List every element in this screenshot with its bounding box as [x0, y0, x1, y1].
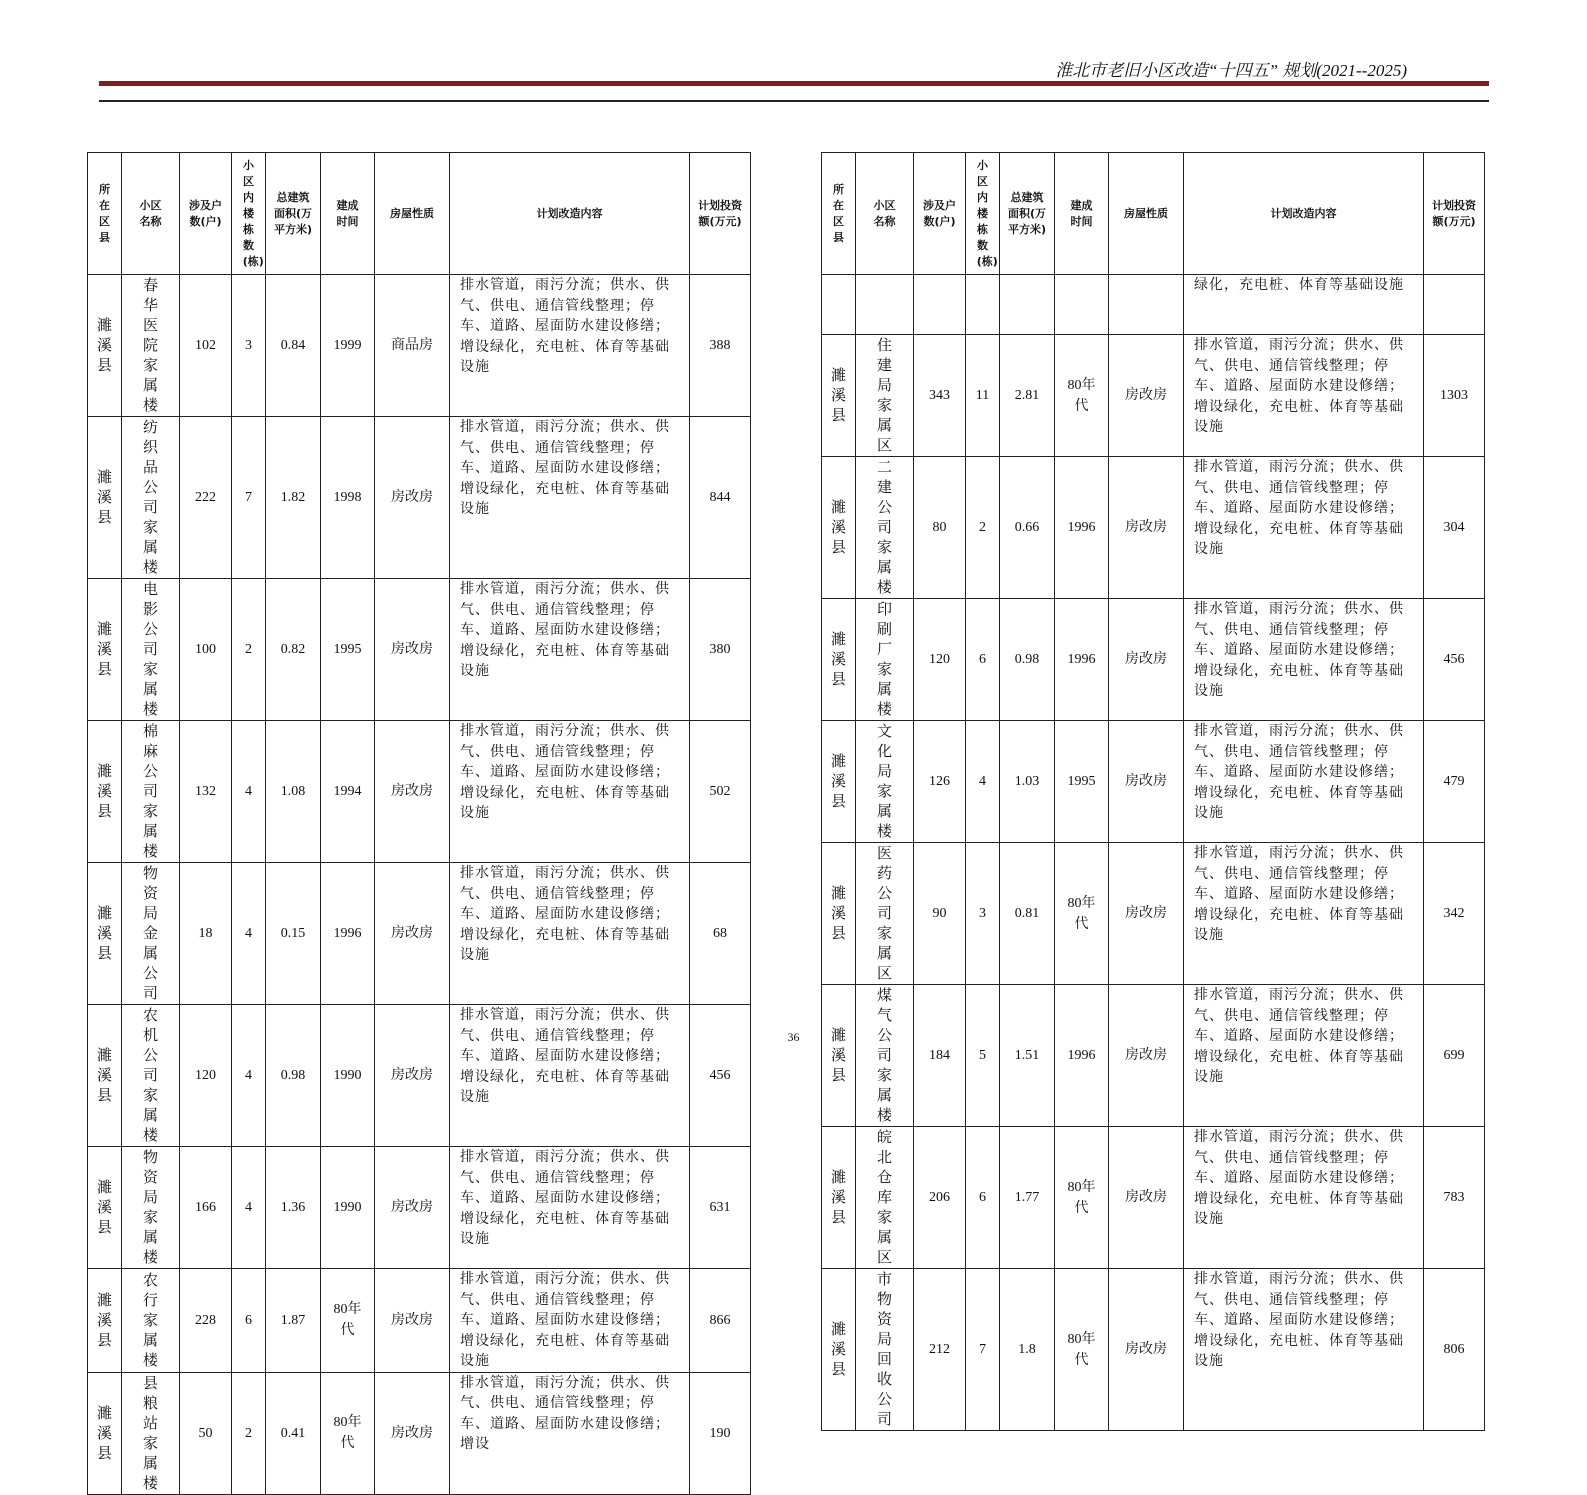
cell-year: 1995: [1055, 721, 1109, 843]
cell-investment: 502: [690, 721, 751, 863]
cell-type: 房改房: [375, 1005, 450, 1147]
table-row: [88, 721, 751, 863]
cell-year: 1998: [321, 417, 375, 579]
cell-investment: 783: [1424, 1127, 1485, 1269]
col-header-name: 小区名称: [122, 153, 180, 275]
document-header-title: 淮北市老旧小区改造“十四五” 规划(2021--2025): [1055, 61, 1407, 80]
table-row: [822, 335, 1485, 457]
cell-buildings: 4: [232, 1005, 266, 1147]
cell-buildings: 3: [232, 275, 266, 417]
cell-type: 房改房: [375, 1372, 450, 1494]
table-row: [822, 985, 1485, 1127]
cell-plan: 排水管道，雨污分流；供水、供气、供电、通信管线整理；停车、道路、屋面防水建设修缮；增设绿化，充电桩、体育等基础设施: [450, 417, 690, 579]
cell-plan: 排水管道，雨污分流；供水、供气、供电、通信管线整理；停车、道路、屋面防水建设修缮；增设: [450, 1372, 690, 1494]
cell-investment: [1424, 275, 1485, 335]
cell-households: 126: [914, 721, 966, 843]
cell-name: 住建局家属区: [856, 335, 914, 457]
cell-county: 濉溪县: [822, 721, 856, 843]
cell-area: [1000, 275, 1055, 335]
cell-year: 80年代: [1055, 335, 1109, 457]
cell-buildings: 2: [232, 1372, 266, 1494]
table-row: [88, 417, 751, 579]
table-row: [822, 457, 1485, 599]
cell-area: 1.77: [1000, 1127, 1055, 1269]
cell-households: 120: [914, 599, 966, 721]
cell-type: 房改房: [375, 1147, 450, 1269]
cell-households: 120: [180, 1005, 232, 1147]
cell-buildings: 3: [966, 843, 1000, 985]
cell-area: 0.81: [1000, 843, 1055, 985]
col-header-area: 总建筑面积(万平方米): [1000, 153, 1055, 275]
cell-county: 濉溪县: [822, 985, 856, 1127]
cell-households: 50: [180, 1372, 232, 1494]
cell-type: [1109, 275, 1184, 335]
table-row: [822, 275, 1485, 335]
col-header-type: 房屋性质: [1109, 153, 1184, 275]
cell-county: 濉溪县: [822, 599, 856, 721]
table-row: [822, 599, 1485, 721]
left-renovation-table: [87, 152, 751, 1495]
cell-county: 濉溪县: [88, 1269, 122, 1373]
cell-households: 18: [180, 863, 232, 1005]
cell-year: 1990: [321, 1005, 375, 1147]
cell-area: 0.15: [266, 863, 321, 1005]
cell-plan: 排水管道，雨污分流；供水、供气、供电、通信管线整理；停车、道路、屋面防水建设修缮；增设绿化，充电桩、体育等基础设施: [450, 1147, 690, 1269]
cell-name: [856, 275, 914, 335]
col-header-type: 房屋性质: [375, 153, 450, 275]
cell-name: 二建公司家属楼: [856, 457, 914, 599]
cell-buildings: 6: [966, 599, 1000, 721]
cell-area: 1.08: [266, 721, 321, 863]
cell-county: 濉溪县: [88, 863, 122, 1005]
cell-name: 印刷厂家属楼: [856, 599, 914, 721]
cell-name: 煤气公司家属楼: [856, 985, 914, 1127]
cell-year: 1994: [321, 721, 375, 863]
cell-investment: 456: [690, 1005, 751, 1147]
cell-households: 166: [180, 1147, 232, 1269]
col-header-plan: 计划改造内容: [450, 153, 690, 275]
cell-year: 1990: [321, 1147, 375, 1269]
cell-type: 房改房: [1109, 985, 1184, 1127]
cell-county: 濉溪县: [88, 1147, 122, 1269]
cell-buildings: 2: [232, 579, 266, 721]
cell-year: 1999: [321, 275, 375, 417]
cell-county: 濉溪县: [88, 1372, 122, 1494]
cell-investment: 866: [690, 1269, 751, 1373]
cell-area: 1.03: [1000, 721, 1055, 843]
table-row: [88, 863, 751, 1005]
cell-investment: 631: [690, 1147, 751, 1269]
table-row: [822, 721, 1485, 843]
cell-type: 房改房: [1109, 843, 1184, 985]
cell-buildings: 4: [966, 721, 1000, 843]
right-renovation-table: [821, 152, 1485, 1431]
cell-name: 文化局家属楼: [856, 721, 914, 843]
cell-households: 343: [914, 335, 966, 457]
header-rule-thick: [99, 81, 1489, 86]
cell-type: 房改房: [1109, 599, 1184, 721]
cell-county: 濉溪县: [822, 1127, 856, 1269]
col-header-households: 涉及户数(户): [180, 153, 232, 275]
cell-plan: 绿化，充电桩、体育等基础设施: [1184, 275, 1424, 335]
cell-investment: 806: [1424, 1269, 1485, 1431]
cell-households: [914, 275, 966, 335]
cell-plan: 排水管道，雨污分流；供水、供气、供电、通信管线整理；停车、道路、屋面防水建设修缮；增设绿化，充电桩、体育等基础设施: [1184, 1269, 1424, 1431]
cell-area: 2.81: [1000, 335, 1055, 457]
cell-type: 商品房: [375, 275, 450, 417]
cell-type: 房改房: [375, 721, 450, 863]
cell-buildings: 6: [232, 1269, 266, 1373]
cell-area: 0.82: [266, 579, 321, 721]
cell-year: [1055, 275, 1109, 335]
cell-buildings: 4: [232, 863, 266, 1005]
cell-name: 物资局家属楼: [122, 1147, 180, 1269]
cell-plan: 排水管道，雨污分流；供水、供气、供电、通信管线整理；停车、道路、屋面防水建设修缮；增设绿化，充电桩、体育等基础设施: [1184, 985, 1424, 1127]
cell-area: 1.8: [1000, 1269, 1055, 1431]
cell-buildings: 5: [966, 985, 1000, 1127]
cell-households: 222: [180, 417, 232, 579]
cell-investment: 456: [1424, 599, 1485, 721]
cell-investment: 68: [690, 863, 751, 1005]
cell-plan: 排水管道，雨污分流；供水、供气、供电、通信管线整理；停车、道路、屋面防水建设修缮；增设绿化，充电桩、体育等基础设施: [450, 863, 690, 1005]
cell-households: 228: [180, 1269, 232, 1373]
col-header-plan: 计划改造内容: [1184, 153, 1424, 275]
cell-buildings: 4: [232, 721, 266, 863]
cell-name: 县粮站家属楼: [122, 1372, 180, 1494]
cell-county: 濉溪县: [88, 579, 122, 721]
cell-area: 0.98: [1000, 599, 1055, 721]
table-header-row: [822, 153, 1485, 275]
cell-year: 80年代: [321, 1269, 375, 1373]
cell-name: 春华医院家属楼: [122, 275, 180, 417]
cell-name: 医药公司家属区: [856, 843, 914, 985]
col-header-investment: 计划投资额(万元): [1424, 153, 1485, 275]
cell-households: 184: [914, 985, 966, 1127]
cell-plan: 排水管道，雨污分流；供水、供气、供电、通信管线整理；停车、道路、屋面防水建设修缮；增设绿化，充电桩、体育等基础设施: [450, 1005, 690, 1147]
cell-year: 1996: [1055, 599, 1109, 721]
cell-county: 濉溪县: [88, 1005, 122, 1147]
cell-name: 棉麻公司家属楼: [122, 721, 180, 863]
cell-county: 濉溪县: [88, 721, 122, 863]
col-header-year: 建成时间: [1055, 153, 1109, 275]
cell-county: 濉溪县: [88, 275, 122, 417]
cell-county: 濉溪县: [822, 335, 856, 457]
cell-name: 农机公司家属楼: [122, 1005, 180, 1147]
cell-area: 0.41: [266, 1372, 321, 1494]
cell-county: 濉溪县: [822, 1269, 856, 1431]
cell-name: 电影公司家属楼: [122, 579, 180, 721]
cell-buildings: 6: [966, 1127, 1000, 1269]
cell-households: 80: [914, 457, 966, 599]
cell-investment: 190: [690, 1372, 751, 1494]
col-header-county: 所在区县: [822, 153, 856, 275]
cell-plan: 排水管道，雨污分流；供水、供气、供电、通信管线整理；停车、道路、屋面防水建设修缮；增设绿化，充电桩、体育等基础设施: [450, 579, 690, 721]
cell-year: 1996: [1055, 985, 1109, 1127]
cell-buildings: [966, 275, 1000, 335]
cell-year: 1995: [321, 579, 375, 721]
cell-name: 皖北仓库家属区: [856, 1127, 914, 1269]
col-header-year: 建成时间: [321, 153, 375, 275]
cell-buildings: 7: [966, 1269, 1000, 1431]
col-header-county: 所在区县: [88, 153, 122, 275]
table-row: [822, 1127, 1485, 1269]
cell-investment: 479: [1424, 721, 1485, 843]
cell-investment: 388: [690, 275, 751, 417]
cell-area: 1.82: [266, 417, 321, 579]
cell-year: 1996: [321, 863, 375, 1005]
cell-investment: 1303: [1424, 335, 1485, 457]
cell-name: 市物资局回收公司: [856, 1269, 914, 1431]
cell-households: 102: [180, 275, 232, 417]
col-header-investment: 计划投资额(万元): [690, 153, 751, 275]
cell-type: 房改房: [1109, 457, 1184, 599]
cell-plan: 排水管道，雨污分流；供水、供气、供电、通信管线整理；停车、道路、屋面防水建设修缮；增设绿化，充电桩、体育等基础设施: [450, 721, 690, 863]
col-header-name: 小区名称: [856, 153, 914, 275]
table-row: [88, 275, 751, 417]
cell-county: 濉溪县: [822, 457, 856, 599]
cell-year: 1996: [1055, 457, 1109, 599]
cell-type: 房改房: [1109, 335, 1184, 457]
cell-county: 濉溪县: [88, 417, 122, 579]
cell-name: 纺织品公司家属楼: [122, 417, 180, 579]
page-number: 36: [787, 1030, 800, 1044]
cell-county: 濉溪县: [822, 843, 856, 985]
cell-plan: 排水管道，雨污分流；供水、供气、供电、通信管线整理；停车、道路、屋面防水建设修缮；增设绿化，充电桩、体育等基础设施: [1184, 457, 1424, 599]
table-row: [822, 843, 1485, 985]
cell-area: 0.66: [1000, 457, 1055, 599]
cell-type: 房改房: [1109, 721, 1184, 843]
cell-county: [822, 275, 856, 335]
cell-type: 房改房: [1109, 1269, 1184, 1431]
cell-buildings: 2: [966, 457, 1000, 599]
cell-plan: 排水管道，雨污分流；供水、供气、供电、通信管线整理；停车、道路、屋面防水建设修缮；增设绿化，充电桩、体育等基础设施: [1184, 599, 1424, 721]
cell-type: 房改房: [375, 579, 450, 721]
cell-type: 房改房: [375, 417, 450, 579]
cell-buildings: 11: [966, 335, 1000, 457]
col-header-buildings: 小区内楼栋数(栋): [966, 153, 1000, 275]
cell-year: 80年代: [1055, 1269, 1109, 1431]
cell-year: 80年代: [1055, 1127, 1109, 1269]
cell-name: 物资局金属公司: [122, 863, 180, 1005]
cell-households: 212: [914, 1269, 966, 1431]
cell-area: 0.84: [266, 275, 321, 417]
table-row: [88, 1372, 751, 1494]
cell-area: 0.98: [266, 1005, 321, 1147]
table-row: [88, 579, 751, 721]
cell-name: 农行家属楼: [122, 1269, 180, 1373]
cell-investment: 342: [1424, 843, 1485, 985]
col-header-area: 总建筑面积(万平方米): [266, 153, 321, 275]
cell-area: 1.87: [266, 1269, 321, 1373]
cell-area: 1.36: [266, 1147, 321, 1269]
cell-households: 90: [914, 843, 966, 985]
header-rule-thin: [99, 100, 1489, 102]
cell-plan: 排水管道，雨污分流；供水、供气、供电、通信管线整理；停车、道路、屋面防水建设修缮；增设绿化，充电桩、体育等基础设施: [1184, 1127, 1424, 1269]
cell-investment: 699: [1424, 985, 1485, 1127]
cell-investment: 304: [1424, 457, 1485, 599]
cell-households: 206: [914, 1127, 966, 1269]
table-header-row: [88, 153, 751, 275]
cell-year: 80年代: [1055, 843, 1109, 985]
cell-plan: 排水管道，雨污分流；供水、供气、供电、通信管线整理；停车、道路、屋面防水建设修缮；增设绿化，充电桩、体育等基础设施: [450, 275, 690, 417]
cell-plan: 排水管道，雨污分流；供水、供气、供电、通信管线整理；停车、道路、屋面防水建设修缮；增设绿化，充电桩、体育等基础设施: [450, 1269, 690, 1373]
cell-type: 房改房: [1109, 1127, 1184, 1269]
cell-type: 房改房: [375, 863, 450, 1005]
cell-households: 100: [180, 579, 232, 721]
col-header-households: 涉及户数(户): [914, 153, 966, 275]
cell-households: 132: [180, 721, 232, 863]
table-row: [88, 1147, 751, 1269]
cell-type: 房改房: [375, 1269, 450, 1373]
cell-plan: 排水管道，雨污分流；供水、供气、供电、通信管线整理；停车、道路、屋面防水建设修缮；增设绿化，充电桩、体育等基础设施: [1184, 843, 1424, 985]
cell-year: 80年代: [321, 1372, 375, 1494]
cell-investment: 844: [690, 417, 751, 579]
cell-plan: 排水管道，雨污分流；供水、供气、供电、通信管线整理；停车、道路、屋面防水建设修缮；增设绿化，充电桩、体育等基础设施: [1184, 335, 1424, 457]
cell-plan: 排水管道，雨污分流；供水、供气、供电、通信管线整理；停车、道路、屋面防水建设修缮；增设绿化，充电桩、体育等基础设施: [1184, 721, 1424, 843]
table-row: [822, 1269, 1485, 1431]
table-row: [88, 1269, 751, 1373]
cell-investment: 380: [690, 579, 751, 721]
table-row: [88, 1005, 751, 1147]
col-header-buildings: 小区内楼栋数(栋): [232, 153, 266, 275]
cell-buildings: 7: [232, 417, 266, 579]
cell-buildings: 4: [232, 1147, 266, 1269]
cell-area: 1.51: [1000, 985, 1055, 1127]
